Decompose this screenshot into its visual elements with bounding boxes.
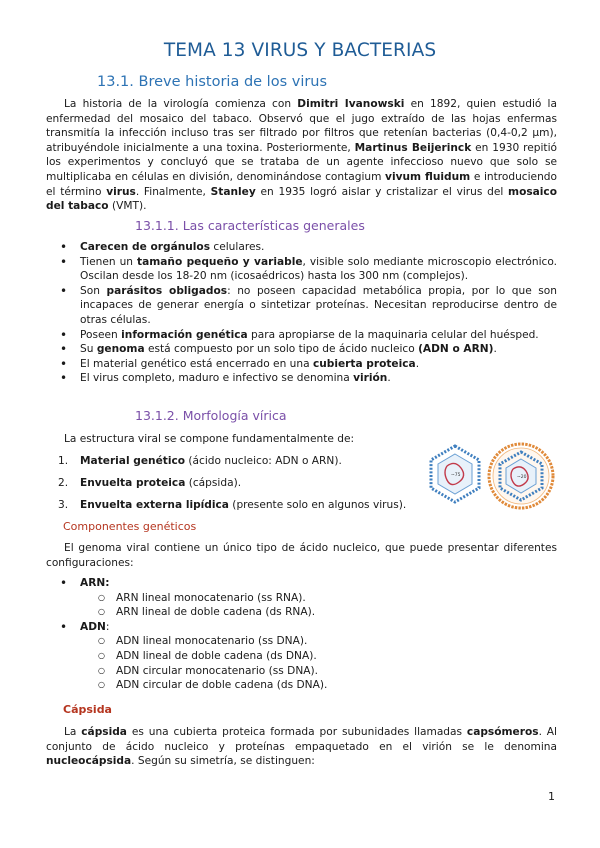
list-item: • Tienen un tamaño pequeño y variable, visible solo mediante microscopio electrónico. Oscilan desde los 18-20 nm (icosaédricos) hasta los 300 nm (complejos).	[46, 255, 557, 284]
sublist-item: ○ ADN lineal de doble cadena (ds DNA).	[46, 649, 557, 664]
list-item: • Su genoma está compuesto por un solo tipo de ácido nucleico (ADN o ARN).	[46, 342, 557, 357]
right-size-label: ~20	[517, 475, 527, 480]
list-item: • Poseen información genética para apropiarse de la maquinaria celular del huésped.	[46, 328, 557, 343]
page-number: 1	[548, 790, 555, 803]
subsection-heading-characteristics: 13.1.1. Las características generales	[135, 218, 365, 233]
list-item: • El virus completo, maduro e infectivo se denomina virión.	[46, 371, 557, 386]
virus-structure-figure	[421, 440, 557, 512]
features-list	[46, 240, 557, 386]
document-title: TEMA 13 VIRUS Y BACTERIAS	[163, 40, 437, 61]
sublist-item: ○ ADN circular monocatenario (ss DNA).	[46, 664, 557, 679]
subsection-heading-morphology: 13.1.2. Morfología vírica	[135, 408, 287, 423]
list-item: 2. Envuelta proteica (cápsida).	[58, 477, 242, 489]
section-heading: 13.1. Breve historia de los virus	[97, 74, 328, 90]
nucleic-acid-list	[46, 576, 557, 693]
list-item: • Son parásitos obligados: no poseen capacidad metabólica propia, por lo que son incapaces de generar energía o sintetizar proteínas. Necesitan reproducirse dentro de otras células.	[46, 284, 557, 328]
sublist-item: ○ ADN circular de doble cadena (ds DNA).	[46, 678, 557, 693]
sublist-item: ○ ADN lineal monocatenario (ss DNA).	[46, 634, 557, 649]
list-item: 3. Envuelta externa lipídica (presente solo en algunos virus).	[58, 499, 407, 511]
genetic-components-heading: Componentes genéticos	[63, 520, 197, 533]
sublist-item: ○ ARN lineal de doble cadena (ds RNA).	[46, 605, 557, 620]
adn-sublist	[46, 634, 557, 692]
list-item-arn: • ARN: ○ ARN lineal monocatenario (ss RNA). ○ ARN lineal de doble cadena (ds RNA).	[46, 576, 557, 620]
list-item: • Carecen de orgánulos celulares.	[46, 240, 557, 255]
list-item: 1. Material genético (ácido nucleico: ADN o ARN).	[58, 455, 342, 467]
intro-paragraph: La historia de la virología comienza con Dimitri Ivanowski en 1892, quien estudió la enfermedad del mosaico del tabaco. Observó que el jugo extraído de las hojas enfermas transmitía la infección incluso tras ser filtrado por filtros que retenían bacterias (0,4-0,2 µm), atribuyéndole inicialmente a una toxina. Posteriormente, Martinus Beijerinck en 1930 repitió los experimentos y concluyó que se trataba de un agente infeccioso nuevo que solo se multiplicaba en células en división, denominándose contagium vivum fluidum e introduciendo el término virus. Finalmente, Stanley en 1935 logró aislar y cristalizar el virus del mosaico del tabaco (VMT).	[46, 98, 557, 213]
left-size-label: ~75	[451, 473, 461, 478]
morphology-intro: La estructura viral se compone fundamentalmente de:	[64, 433, 355, 445]
genetic-components-intro: El genoma viral contiene un único tipo de ácido nucleico, que puede presentar diferentes configuraciones:	[46, 542, 557, 569]
sublist-item: ○ ARN lineal monocatenario (ss RNA).	[46, 591, 557, 606]
list-item-adn: • ADN: ○ ADN lineal monocatenario (ss DNA). ○ ADN lineal de doble cadena (ds DNA). ○ ADN circular monocatenario (ss DNA). ○ ADN circular de doble cadena (ds DNA).	[46, 620, 557, 693]
list-item: • El material genético está encerrado en una cubierta proteica.	[46, 357, 557, 372]
morphology-list	[46, 454, 416, 520]
capsid-paragraph: La cápsida es una cubierta proteica formada por subunidades llamadas capsómeros. Al conjunto de ácido nucleico y proteínas empaquetado en el virión se le denomina nucleocápsida. Según su simetría, se distinguen:	[46, 726, 557, 768]
capsid-heading: Cápsida	[63, 703, 112, 716]
arn-sublist	[46, 591, 557, 620]
